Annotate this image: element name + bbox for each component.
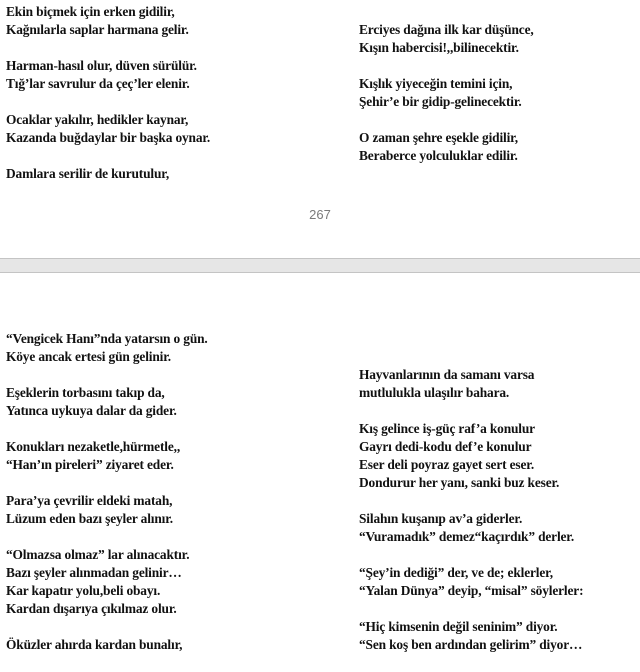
left-column (6, 330, 208, 672)
stanza (359, 366, 583, 402)
stanza (6, 636, 208, 654)
stanza (6, 57, 210, 93)
poem-line: Köye ancak ertesi gün gelinir. (6, 349, 171, 364)
poem-line: “Şey’in dediği” der, ve de; eklerler, (359, 565, 553, 580)
poem-line: Harman-hasıl olur, düven sürülür. (6, 58, 197, 73)
stanza (359, 510, 583, 546)
stanza (359, 75, 534, 111)
poem-line: Konukları nezaketle,hürmetle,, (6, 439, 181, 454)
poem-line: Öküzler ahırda kardan bunalır, (6, 637, 183, 652)
left-column (6, 3, 210, 201)
stanza (6, 3, 210, 39)
poem-line: “Han’ın pireleri” ziyaret eder. (6, 457, 174, 472)
poem-line: Ekin biçmek için erken gidilir, (6, 4, 175, 19)
stanza (6, 384, 208, 420)
stanza (6, 165, 210, 183)
poem-line: Erciyes dağına ilk kar düşünce, (359, 22, 534, 37)
page-separator (0, 258, 640, 273)
right-column (359, 21, 534, 183)
poem-line: Eser deli poyraz gayet sert eser. (359, 457, 535, 472)
page-267 (0, 0, 640, 258)
poem-line: Gayrı dedi-kodu def’e konulur (359, 439, 532, 454)
stanza (359, 420, 583, 492)
poem-line: Kışın habercisi!,,bilinecektir. (359, 40, 519, 55)
poem-line: Bazı şeyler alınmadan gelinir… (6, 565, 182, 580)
poem-line: “Vengicek Hanı”nda yatarsın o gün. (6, 331, 208, 346)
poem-line: mutlulukla ulaşılır bahara. (359, 385, 510, 400)
poem-line: Tığ’lar savrulur da çeç’ler elenir. (6, 76, 190, 91)
poem-line: Yatınca uykuya dalar da gider. (6, 403, 177, 418)
poem-line: Eşeklerin torbasını takıp da, (6, 385, 165, 400)
stanza (6, 438, 208, 474)
stanza (359, 618, 583, 654)
poem-line: Para’ya çevrilir eldeki matah, (6, 493, 173, 508)
poem-line: Ocaklar yakılır, hedikler kaynar, (6, 112, 189, 127)
stanza (6, 492, 208, 528)
stanza (359, 21, 534, 57)
page-number: 267 (309, 207, 331, 222)
stanza (6, 546, 208, 618)
stanza (359, 129, 534, 165)
page-268 (0, 273, 640, 653)
poem-line: Kışlık yiyeceğin temini için, (359, 76, 513, 91)
poem-line: Lüzum eden bazı şeyler alınır. (6, 511, 173, 526)
poem-line: Kağnılarla saplar harmana gelir. (6, 22, 189, 37)
poem-line: Beraberce yolculuklar edilir. (359, 148, 518, 163)
poem-line: “Hiç kimsenin değil seninim” diyor. (359, 619, 558, 634)
poem-line: “Sen koş ben ardından gelirim” diyor… (359, 637, 583, 652)
poem-line: “Yalan Dünya” deyip, “misal” söylerler: (359, 583, 584, 598)
poem-line: Kış gelince iş-güç raf’a konulur (359, 421, 535, 436)
poem-line: Kar kapatır yolu,beli obayı. (6, 583, 161, 598)
stanza (359, 564, 583, 600)
poem-line: Hayvanlarının da samanı varsa (359, 367, 535, 382)
right-column (359, 366, 583, 672)
poem-line: “Vuramadık” demez“kaçırdık” derler. (359, 529, 575, 544)
poem-line: O zaman şehre eşekle gidilir, (359, 130, 518, 145)
stanza (6, 111, 210, 147)
stanza (6, 330, 208, 366)
poem-line: “Olmazsa olmaz” lar alınacaktır. (6, 547, 190, 562)
poem-line: Damlara serilir de kurutulur, (6, 166, 170, 181)
poem-line: Şehir’e bir gidip-gelinecektir. (359, 94, 522, 109)
poem-line: Silahın kuşanıp av’a giderler. (359, 511, 523, 526)
poem-line: Kazanda buğdaylar bir başka oynar. (6, 130, 211, 145)
poem-line: Kardan dışarıya çıkılmaz olur. (6, 601, 177, 616)
poem-line: Dondurur her yanı, sanki buz keser. (359, 475, 560, 490)
